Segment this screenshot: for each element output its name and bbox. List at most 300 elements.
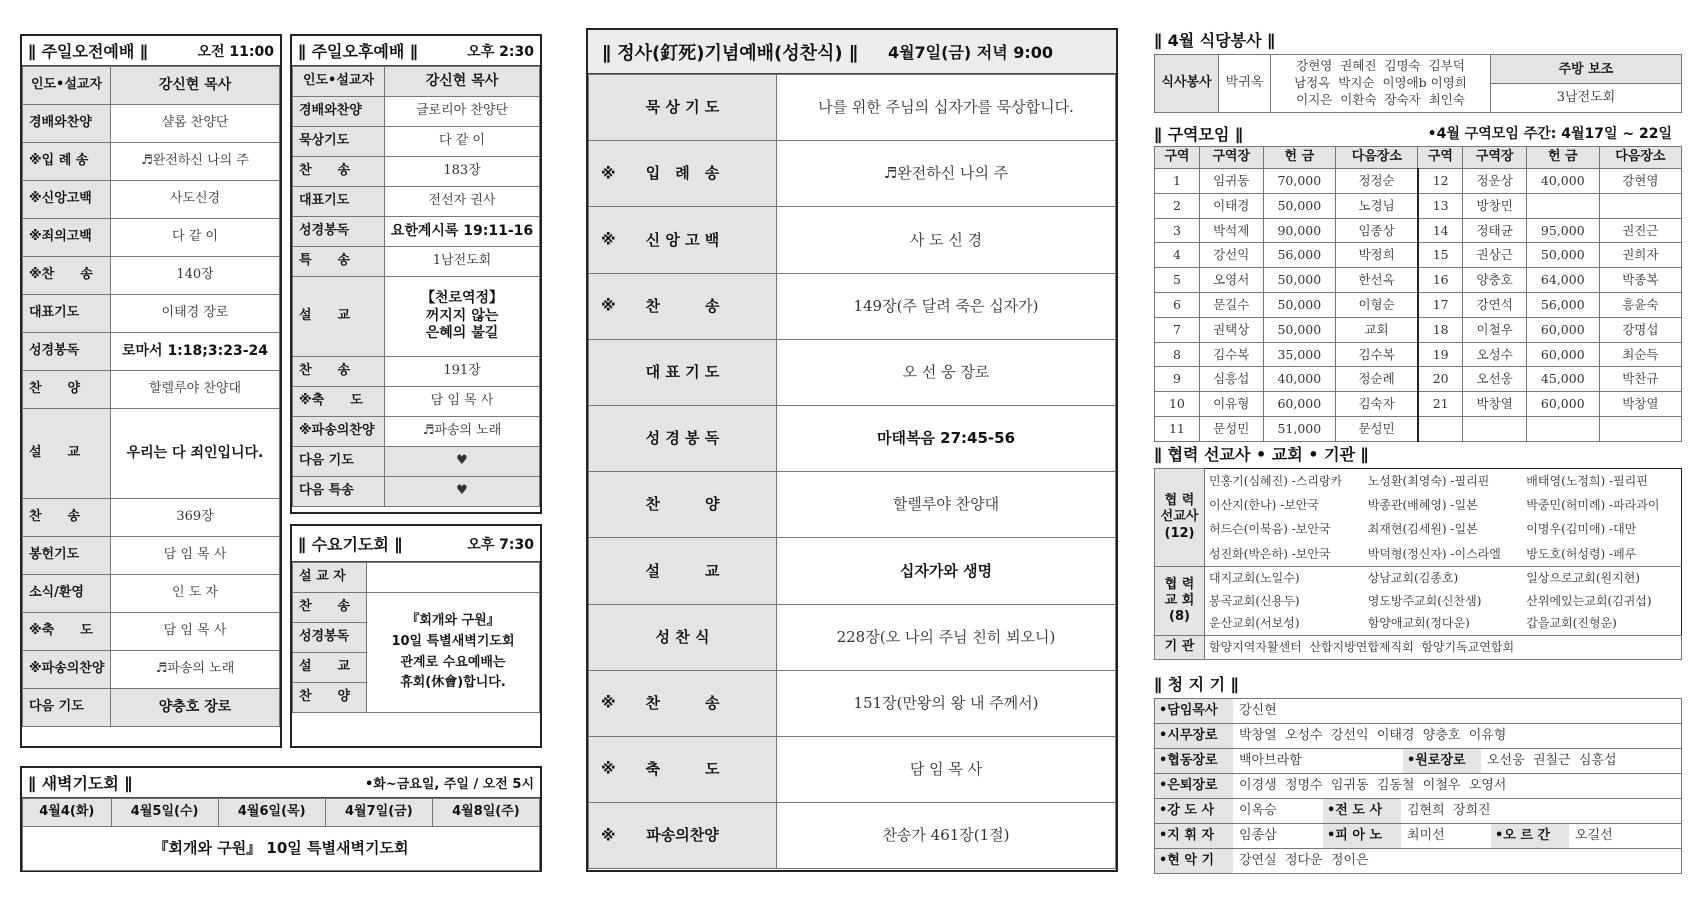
mission-missionary-cell: 이명우(김미애) -대만 [1526,522,1637,537]
district-note: •4월 구역모임 주간: 4월17일 ~ 22일 [1427,126,1672,142]
good-friday-row-value: 나를 위한 주님의 십자가를 묵상합니다. [777,75,1116,141]
district-cell: 3 [1155,218,1200,243]
district-cell: 박종복 [1599,268,1681,293]
district-cell: 51,000 [1263,416,1336,441]
good-friday-label-text: 찬 송 [645,296,720,315]
staff-row-wrap [1155,799,1681,823]
heart-icon: ♥ [385,447,540,477]
afternoon-service-time: 오후 2:30 [467,43,534,60]
kitchen-row [1155,55,1682,113]
afternoon-service-title: ∥ 주일오후예배 ∥ [298,42,418,61]
morning-row-label: 소식/환영 [23,575,111,613]
district-cell: 권상근 [1463,243,1527,268]
afternoon-row [293,127,540,157]
district-cell: 박창열 [1599,392,1681,417]
good-friday-row-label [589,670,777,736]
good-friday-mark: ※ [601,296,616,315]
district-cell: 교회 [1336,317,1418,342]
district-cell: 17 [1418,292,1463,317]
morning-row-label: 찬 송 [23,499,111,537]
district-cell [1599,193,1681,218]
district-cell: 9 [1155,367,1200,392]
morning-row-label: 경배와찬양 [23,105,111,143]
afternoon-row-label: ※파송의찬양 [293,417,385,447]
wednesday-service-time: 오후 7:30 [467,536,534,553]
good-friday-row-value: 할렐루야 찬양대 [777,472,1116,538]
morning-row-value: 다 같 이 [111,219,280,257]
good-friday-row-value: ♬완전하신 나의 주 [777,141,1116,207]
district-cell: 56,000 [1526,292,1599,317]
district-cell: 10 [1155,392,1200,417]
district-cell: 박찬규 [1599,367,1681,392]
afternoon-row-value: 전선자 권사 [385,187,540,217]
good-friday-label-text: 파송의찬양 [646,826,719,845]
district-cell: 흥윤숙 [1599,292,1681,317]
morning-row-label: 대표기도 [23,295,111,333]
district-cell: 40,000 [1526,169,1599,194]
good-friday-row-label [589,803,777,869]
district-row [1155,193,1682,218]
morning-row [23,371,280,409]
afternoon-row [293,187,540,217]
staff-row-cell [1155,849,1682,874]
district-cell: 이형순 [1336,292,1418,317]
staff-label: •현 악 기 [1155,849,1233,873]
morning-row [23,537,280,575]
dawn-notice: 『회개와 구원』 10일 특별새벽기도회 [23,827,540,871]
staff-row [1155,824,1682,849]
afternoon-row-value: 183장 [385,157,540,187]
district-meeting-panel [1154,120,1682,442]
morning-row-value: 사도신경 [111,181,280,219]
staff-row-cell [1155,749,1682,774]
district-cell: 문성민 [1199,416,1263,441]
afternoon-order-table [292,66,540,507]
morning-row-label: ※파송의찬양 [23,651,111,689]
good-friday-row-label [589,207,777,273]
dawn-day-cell: 4월7일(금) [325,799,432,827]
district-cell: 임종상 [1336,218,1418,243]
district-cell [1526,416,1599,441]
staff-value: 강연실 정다운 정이은 [1239,852,1369,868]
district-cell: 김숙자 [1336,392,1418,417]
afternoon-row-label: 경배와찬양 [293,97,385,127]
staff-row [1155,749,1682,774]
morning-row-value: ♬완전하신 나의 주 [111,143,280,181]
district-cell: 문길수 [1199,292,1263,317]
staff-label: •지 휘 자 [1155,824,1233,848]
district-cell: 56,000 [1263,243,1336,268]
morning-row-label: ※죄의고백 [23,219,111,257]
dawn-notice-row [23,827,540,871]
good-friday-row [589,207,1116,273]
afternoon-row-label: 대표기도 [293,187,385,217]
morning-row [23,409,280,499]
mission-missionary-cell: 허드슨(이북음) -보안국 [1209,522,1331,537]
staff-label: •시무장로 [1155,724,1233,748]
morning-row-label: 인도•설교자 [23,67,111,105]
district-cell: 60,000 [1526,392,1599,417]
afternoon-row-label: 인도•설교자 [293,67,385,97]
district-cell: 정정순 [1336,169,1418,194]
district-cell: 강명섭 [1599,317,1681,342]
morning-row-value: ♬파송의 노래 [111,651,280,689]
morning-row-value: 샬롬 찬양단 [111,105,280,143]
district-cell: 7 [1155,317,1200,342]
good-friday-header [588,30,1116,74]
district-cell: 양충호 [1463,268,1527,293]
wednesday-row-label: 찬 양 [293,683,367,713]
good-friday-label-text: 성 찬 식 [655,627,710,646]
afternoon-row [293,357,540,387]
district-cell: 12 [1418,169,1463,194]
good-friday-mark: ※ [601,230,616,249]
wednesday-row-label: 설 교 [293,653,367,683]
good-friday-row-value: 사 도 신 경 [777,207,1116,273]
district-cell: 50,000 [1263,292,1336,317]
staff-row [1155,724,1682,749]
afternoon-row-value: 글로리아 찬양단 [385,97,540,127]
morning-row [23,257,280,295]
morning-row-label: 설 교 [23,409,111,499]
dawn-prayer-time: •화~금요일, 주일 / 오전 5시 [364,777,534,792]
kitchen-label: 식사봉사 [1155,55,1219,113]
district-cell: 오성수 [1463,342,1527,367]
district-cell: 강현영 [1599,169,1681,194]
afternoon-row-label: 성경봉독 [293,217,385,247]
morning-row [23,219,280,257]
district-cell: 박석제 [1199,218,1263,243]
staff-row-cell [1155,799,1682,824]
wednesday-row [293,593,540,623]
district-cell [1599,416,1681,441]
mission-church-cell: 대지교회(노일수) [1205,567,1364,590]
afternoon-row [293,247,540,277]
staff-row-cell [1155,774,1682,799]
good-friday-title: ∥ 정사(釘死)기념예배(성찬식) ∥ [602,42,858,64]
afternoon-row [293,277,540,357]
afternoon-row [293,157,540,187]
kitchen-name-line: 남정옥 박지순 이영애b 이영희 [1294,75,1467,91]
good-friday-label-text: 찬 양 [645,495,720,514]
district-cell: 11 [1155,416,1200,441]
mission-missionary-cell: 배태영(노정희) -필리핀 [1526,473,1648,488]
staff-row-wrap [1155,724,1681,748]
district-header-row [1155,147,1682,169]
district-cell: 20 [1418,367,1463,392]
morning-row-value: 인 도 자 [111,575,280,613]
staff-label: •피 아 노 [1323,824,1401,848]
district-cell: 64,000 [1526,268,1599,293]
mission-missionary-cell: 방도호(허성령) -페루 [1526,546,1637,561]
morning-row [23,333,280,371]
good-friday-row [589,538,1116,604]
district-cell: 18 [1418,317,1463,342]
morning-row-label: 성경봉독 [23,333,111,371]
district-cell: 임귀동 [1199,169,1263,194]
district-cell: 16 [1418,268,1463,293]
morning-service-header [22,36,280,66]
staff-label: •협동장로 [1155,749,1233,773]
morning-row-label: 다음 기도 [23,689,111,727]
morning-row [23,143,280,181]
district-cell: 박정희 [1336,243,1418,268]
kitchen-table [1154,54,1682,113]
morning-row-label: ※축 도 [23,613,111,651]
morning-row [23,575,280,613]
wednesday-service-header [292,526,540,562]
mission-church-label: 협 력 교 회 (8) [1155,567,1205,636]
mission-church-row [1155,567,1682,590]
morning-row-value: 우리는 다 죄인입니다. [111,409,280,499]
district-cell [1418,416,1463,441]
mission-church-cell: 산위에있는교회(김귀섭) [1526,593,1652,608]
district-cell: 90,000 [1263,218,1336,243]
morning-row [23,689,280,727]
district-row [1155,169,1682,194]
district-row [1155,416,1682,441]
good-friday-label-text: 묵 상 기 도 [645,98,720,117]
district-cell: 문성민 [1336,416,1418,441]
afternoon-row-value: 다 같 이 [385,127,540,157]
staff-value: 강신현 [1239,702,1277,718]
district-row [1155,292,1682,317]
good-friday-mark: ※ [601,164,616,183]
morning-row-value: 140장 [111,257,280,295]
staff-label: •은퇴장로 [1155,774,1233,798]
good-friday-panel [586,28,1118,872]
district-header-cell: 구역장 [1463,147,1527,169]
afternoon-service-header [292,36,540,66]
district-row [1155,268,1682,293]
kitchen-sub [1491,55,1682,113]
district-cell: 8 [1155,342,1200,367]
district-cell: 오영서 [1199,268,1263,293]
district-cell: 강선익 [1199,243,1263,268]
mission-panel [1154,442,1682,670]
mission-missionary-cell: 민홍기(심혜진) -스리랑카 [1209,473,1343,488]
good-friday-mark: ※ [601,826,616,845]
staff-row [1155,799,1682,824]
district-cell: 오선웅 [1463,367,1527,392]
afternoon-row-value: 요한계시록 19:11-16 [385,217,540,247]
afternoon-row-value: 【천로역정】 꺼지지 않는 은혜의 불길 [385,277,540,357]
good-friday-row [589,405,1116,471]
good-friday-label-text: 찬 송 [645,693,720,712]
district-cell: 50,000 [1263,317,1336,342]
staff-row-cell [1155,699,1682,724]
morning-row-label: ※신앙고백 [23,181,111,219]
staff-value: 김현희 장희진 [1407,802,1491,818]
afternoon-row-label: 묵상기도 [293,127,385,157]
heart-icon: ♥ [385,477,540,507]
morning-row [23,295,280,333]
staff-table [1154,698,1682,874]
wednesday-notice: 『회개와 구원』 10일 특별새벽기도회 관계로 수요예배는 휴회(休會)합니다. [367,593,540,713]
afternoon-row [293,97,540,127]
district-cell: 최순득 [1599,342,1681,367]
mission-church-row [1155,590,1682,613]
morning-row-value: 369장 [111,499,280,537]
staff-row-wrap [1155,824,1681,848]
district-cell: 김수복 [1336,342,1418,367]
good-friday-order-table [588,74,1116,869]
staff-value: 최미선 [1407,827,1445,843]
district-cell: 60,000 [1526,342,1599,367]
mission-church-cell: 영도방주교회(신찬샘) [1367,593,1482,608]
district-header-cell: 헌 금 [1526,147,1599,169]
district-cell: 4 [1155,243,1200,268]
staff-row-wrap [1155,774,1681,798]
good-friday-row [589,604,1116,670]
good-friday-row [589,273,1116,339]
morning-row-label: 찬 양 [23,371,111,409]
wednesday-service-panel [290,524,542,748]
district-cell: 35,000 [1263,342,1336,367]
district-cell: 60,000 [1526,317,1599,342]
staff-row-wrap [1155,749,1681,773]
kitchen-sub-value: 3남전도회 [1556,90,1616,105]
mission-church-cell: 봉곡교회(신용두) [1209,593,1300,608]
morning-row [23,181,280,219]
staff-value: 백아브라함 [1239,752,1302,768]
good-friday-row-value: 151장(만왕의 왕 내 주께서) [777,670,1116,736]
district-cell: 권희자 [1599,243,1681,268]
good-friday-label-text: 설 교 [645,561,720,580]
wednesday-row [293,563,540,593]
district-cell: 정순례 [1336,367,1418,392]
morning-row [23,105,280,143]
morning-row [23,67,280,105]
good-friday-row-value: 담 임 목 사 [777,736,1116,802]
morning-row-value: 양충호 장로 [111,689,280,727]
afternoon-row-label: 설 교 [293,277,385,357]
good-friday-row-value: 십자가와 생명 [777,538,1116,604]
morning-row-value: 담 임 목 사 [111,537,280,575]
district-cell: 95,000 [1526,218,1599,243]
district-header-cell: 헌 금 [1263,147,1336,169]
afternoon-row [293,67,540,97]
mission-missionary-label: 협 력 선교사 (12) [1155,469,1205,567]
dawn-day-cell: 4월8일(주) [432,799,539,827]
morning-row [23,499,280,537]
good-friday-label-text: 성 경 봉 독 [645,429,720,448]
morning-service-panel [20,34,282,748]
dawn-day-cell: 4월6일(목) [218,799,325,827]
good-friday-label-text: 신 앙 고 백 [645,230,720,249]
morning-row [23,613,280,651]
staff-value: 박창열 오성수 강선익 이태경 양충호 이유형 [1239,727,1507,743]
mission-missionary-row [1155,493,1682,518]
staff-label: •오 르 간 [1491,824,1569,848]
district-cell: 심흥섭 [1199,367,1263,392]
staff-label: •담임목사 [1155,699,1233,723]
wednesday-row-value [367,563,540,593]
district-cell: 1 [1155,169,1200,194]
morning-row-value: 로마서 1:18;3:23-24 [111,333,280,371]
district-cell: 이철우 [1463,317,1527,342]
dawn-day-cell: 4월5일(수) [111,799,218,827]
staff-row [1155,849,1682,874]
kitchen-title: ∥ 4월 식당봉사 ∥ [1154,31,1276,50]
kitchen-sub-head: 주방 보조 [1491,55,1681,84]
good-friday-row [589,472,1116,538]
good-friday-mark: ※ [601,760,616,779]
good-friday-row-label [589,405,777,471]
staff-row-wrap [1155,699,1681,723]
district-cell: 13 [1418,193,1463,218]
district-cell: 50,000 [1263,193,1336,218]
district-row [1155,367,1682,392]
afternoon-row-label: 다음 기도 [293,447,385,477]
afternoon-row-value: 담 임 목 사 [385,387,540,417]
good-friday-row-value: 마태복음 27:45-56 [777,405,1116,471]
afternoon-row [293,447,540,477]
good-friday-row [589,803,1116,869]
morning-row-label: 봉헌기도 [23,537,111,575]
morning-row-value: 강신현 목사 [111,67,280,105]
kitchen-names [1271,55,1491,113]
afternoon-row-value: ♬파송의 노래 [385,417,540,447]
mission-missionary-cell: 박중민(허미례) -파라과이 [1526,497,1660,512]
district-cell: 5 [1155,268,1200,293]
good-friday-row [589,339,1116,405]
district-cell: 6 [1155,292,1200,317]
district-cell: 60,000 [1263,392,1336,417]
wednesday-row-label: 찬 송 [293,593,367,623]
staff-panel [1154,672,1682,872]
mission-church-cell: 갑을교회(진형운) [1526,616,1617,631]
district-row [1155,243,1682,268]
district-header-cell: 다음장소 [1599,147,1681,169]
mission-missionary-row [1155,469,1682,494]
good-friday-row-value: 149장(주 달려 죽은 십자가) [777,273,1116,339]
district-row [1155,392,1682,417]
district-cell [1463,416,1527,441]
good-friday-row-label [589,472,777,538]
mission-table [1154,468,1682,660]
staff-row-cell [1155,824,1682,849]
good-friday-row [589,141,1116,207]
morning-row [23,651,280,689]
district-cell: 김수복 [1199,342,1263,367]
district-title: ∥ 구역모임 ∥ [1154,124,1243,144]
good-friday-row [589,670,1116,736]
good-friday-label-text: 축 도 [645,760,720,779]
district-cell: 이태경 [1199,193,1263,218]
mission-church-cell: 함양애교회(정다운) [1367,616,1470,631]
wednesday-row-label: 성경봉독 [293,623,367,653]
kitchen-service-panel [1154,28,1682,118]
mission-missionary-cell: 이산지(한나) -보안국 [1209,497,1319,512]
good-friday-row [589,736,1116,802]
wednesday-service-title: ∥ 수요기도회 ∥ [298,535,403,554]
kitchen-name-line: 강현영 권혜진 김명숙 김부덕 [1296,58,1465,74]
good-friday-row-label [589,339,777,405]
district-cell: 이유형 [1199,392,1263,417]
good-friday-row-label [589,538,777,604]
district-cell: 한선옥 [1336,268,1418,293]
district-cell: 방창민 [1463,193,1527,218]
district-table [1154,146,1682,442]
district-header-cell: 다음장소 [1336,147,1418,169]
good-friday-row-value: 228장(오 나의 주님 친히 뵈오니) [777,604,1116,670]
good-friday-time: 4월7일(금) 저녁 9:00 [887,43,1054,62]
mission-church-cell: 상남교회(김종호) [1364,567,1523,590]
district-header-cell: 구역 [1155,147,1200,169]
dawn-prayer-header [22,768,540,798]
kitchen-name-line: 이지은 이환숙 장숙자 최인숙 [1296,91,1465,107]
